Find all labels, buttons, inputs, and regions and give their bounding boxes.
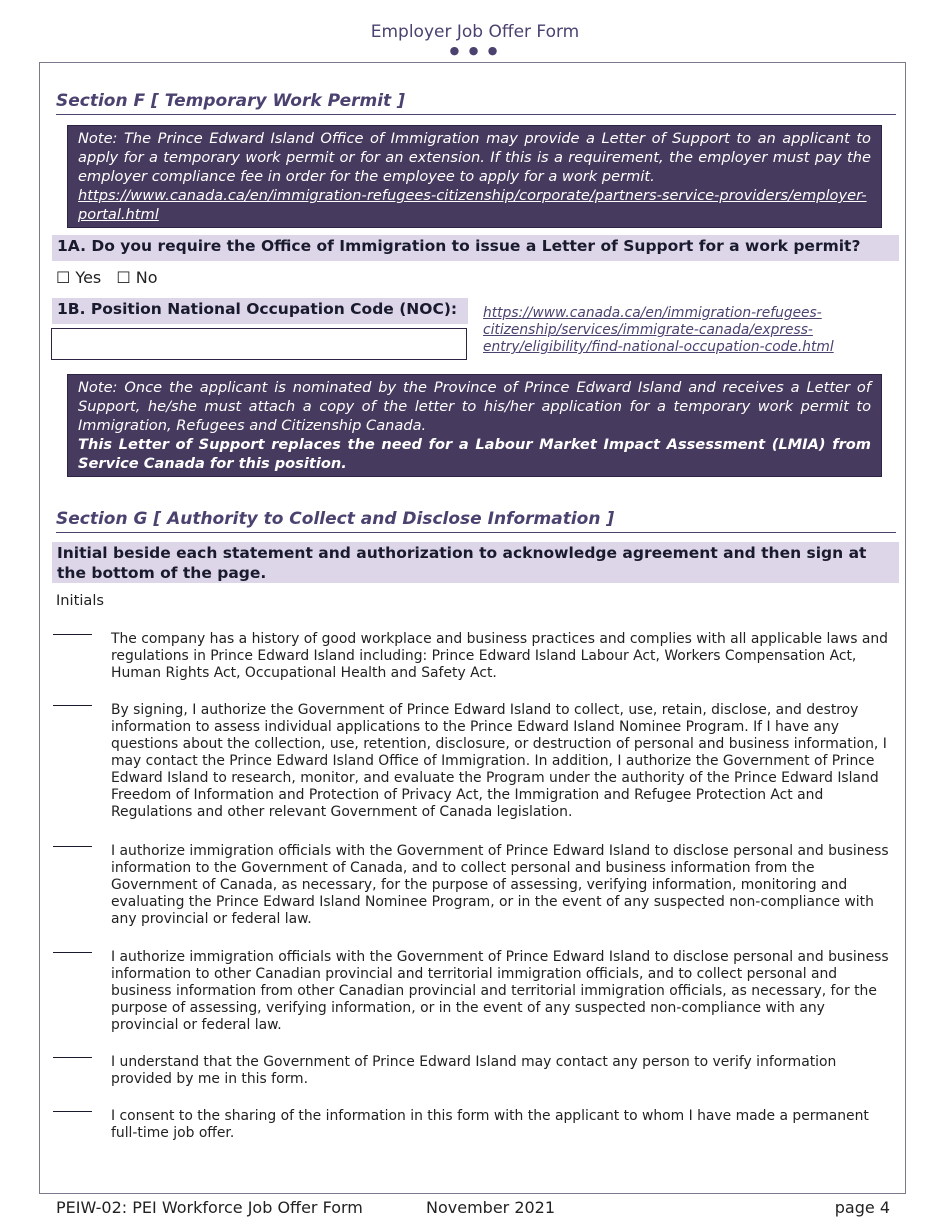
initials-column-label: Initials	[56, 592, 104, 609]
noc-code-field[interactable]	[51, 328, 467, 360]
section-f-note-text: Note: The Prince Edward Island Office of Immigration may provide a Letter of Support to an applicant to apply for a temporary work permit or for an extension. If this is a requirement, the employer must pay the employer compliance fee in order for the employee to apply for a work permit.	[78, 130, 871, 185]
statement-4: I authorize immigration officials with the Government of Prince Edward Island to disclose personal and business information to other Canadian provincial and territorial immigration officials, and to collect personal and business information from other Canadian provincial and territorial immigration officials, as necessary, for the purpose of assessing, verifying information, or in the event of any suspected non-compliance with any provincial or federal law.	[111, 949, 889, 1033]
initials-line-5[interactable]	[53, 1057, 92, 1058]
statement-6: I consent to the sharing of the information in this form with the applicant to whom I have made a permanent full-time job offer.	[111, 1108, 869, 1141]
statement-2: By signing, I authorize the Government of Prince Edward Island to collect, use, retain, disclose, and destroy information to assess individual applications to the Prince Edward Island Nominee Program. If I have any questions about the collection, use, retention, disclosure, or destruction of personal and business information, I may contact the Prince Edward Island Office of Immigration. In addition, I authorize the Government of Prince Edward Island to research, monitor, and evaluate the Program under the authority of the Prince Edward Island Freedom of Information and Protection of Privacy Act, the Immigration and Refugee Protection Act and Regulations and other relevant Government of Canada legislation.	[111, 702, 887, 820]
question-1a: 1A. Do you require the Office of Immigration to issue a Letter of Support for a work permit?	[52, 235, 899, 261]
noc-lookup-link[interactable]: https://www.canada.ca/en/immigration-refugees-citizenship/services/immigrate-canada/express-entry/eligibility/find-national-occupation-code.html	[483, 305, 834, 355]
page-header-title: Employer Job Offer Form	[370, 22, 580, 42]
section-f-note-2-text: Note: Once the applicant is nominated by the Province of Prince Edward Island and receives a Letter of Support, he/she must attach a copy of the letter to his/her application for a temporary work permit to Immigration, Refugees and Citizenship Canada.	[78, 379, 871, 434]
initials-line-1[interactable]	[53, 634, 92, 635]
yes-checkbox[interactable]: ☐ Yes	[56, 268, 102, 287]
statement-5: I understand that the Government of Prince Edward Island may contact any person to verify information provided by me in this form.	[111, 1054, 837, 1087]
statement-3: I authorize immigration officials with the Government of Prince Edward Island to disclose personal and business information to the Government of Canada, and to collect personal and business information from the Government of Canada, as necessary, for the purpose of assessing, verifying information, monitoring and evaluating the Prince Edward Island Nominee Program, or in the event of any suspected non-compliance with any provincial or federal law.	[111, 843, 889, 927]
question-1b: 1B. Position National Occupation Code (NOC):	[52, 298, 468, 324]
section-f-note-2	[67, 374, 882, 477]
initials-line-2[interactable]	[53, 705, 92, 706]
statement-1: The company has a history of good workplace and business practices and complies with all applicable laws and regulations in Prince Edward Island including: Prince Edward Island Labour Act, Workers Compensation Act, Human Rights Act, Occupational Health and Safety Act.	[111, 631, 889, 681]
section-g-instruction: Initial beside each statement and authorization to acknowledge agreement and then sign at the bottom of the page.	[52, 542, 899, 583]
section-f-note	[67, 125, 882, 228]
footer-page-number: page 4	[834, 1198, 890, 1217]
section-g-heading: Section G [ Authority to Collect and Disclose Information ]	[56, 509, 896, 533]
letter-of-support-options	[56, 268, 168, 287]
footer-form-id: PEIW-02: PEI Workforce Job Offer Form	[56, 1198, 363, 1217]
footer-date: November 2021	[426, 1198, 556, 1217]
section-f-heading: Section F [ Temporary Work Permit ]	[56, 91, 896, 115]
initials-line-6[interactable]	[53, 1111, 92, 1112]
no-checkbox[interactable]: ☐ No	[116, 268, 158, 287]
initials-line-3[interactable]	[53, 846, 92, 847]
header-dots-ornament: ● ● ●	[449, 44, 501, 57]
initials-line-4[interactable]	[53, 952, 92, 953]
employer-portal-link[interactable]: https://www.canada.ca/en/immigration-refugees-citizenship/corporate/partners-service-providers/employer-portal.html	[78, 187, 867, 223]
section-f-note-2-bold: This Letter of Support replaces the need for a Labour Market Impact Assessment (LMIA) from Service Canada for this position.	[78, 436, 871, 472]
